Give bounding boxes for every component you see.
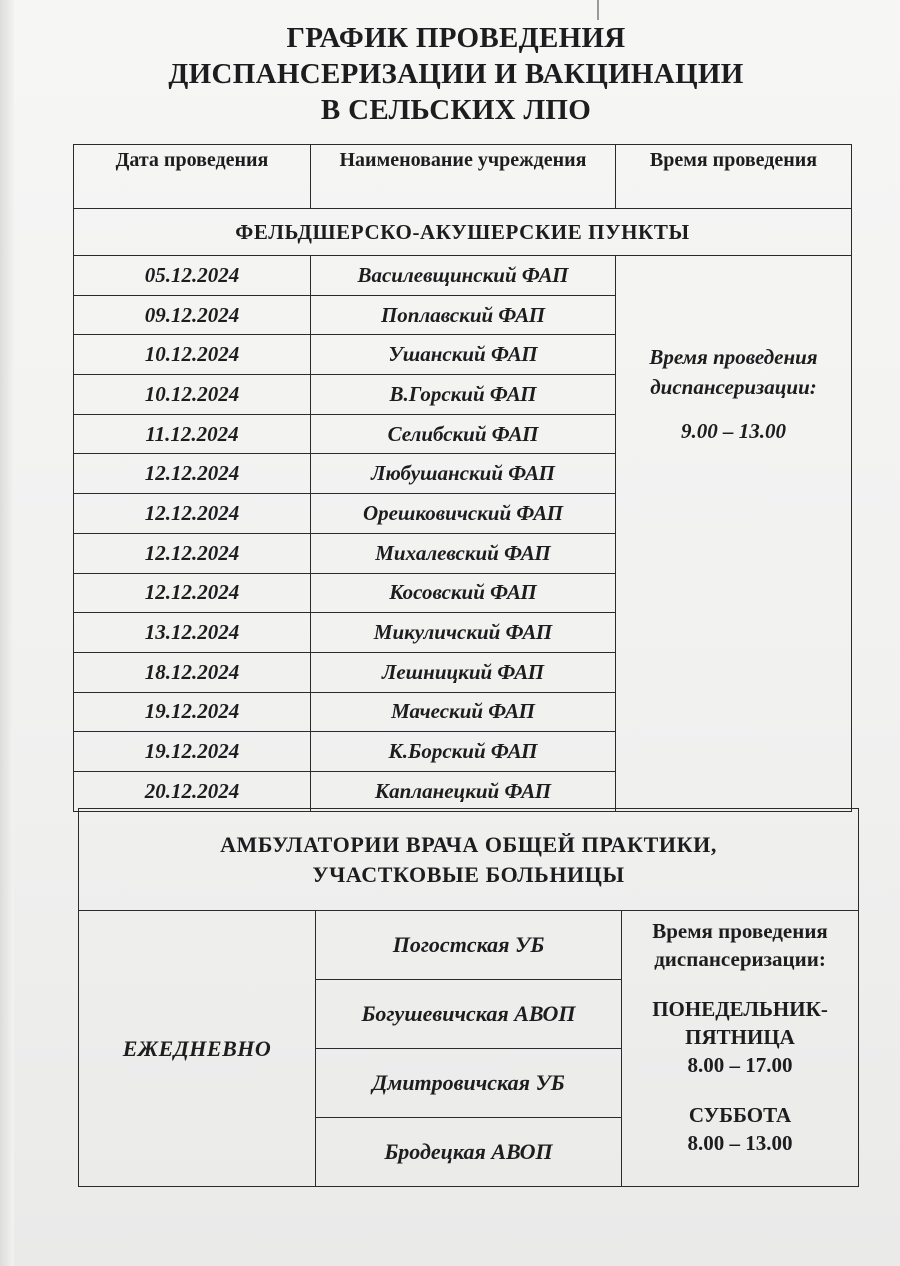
clinic-time-label-1: Время проведения — [652, 919, 828, 943]
daily-cell: ЕЖЕДНЕВНО — [79, 911, 316, 1187]
row-date: 12.12.2024 — [74, 454, 311, 494]
section-title-clinics-line-2: УЧАСТКОВЫЕ БОЛЬНИЦЫ — [312, 861, 625, 887]
saturday-time: 8.00 – 13.00 — [687, 1131, 793, 1155]
fap-time-cell — [616, 256, 852, 812]
row-name: Селибский ФАП — [311, 414, 616, 454]
institution-name: Погостская УБ — [316, 911, 622, 980]
row-name: Михалевский ФАП — [311, 533, 616, 573]
table-row — [74, 256, 852, 296]
row-name: Поплавский ФАП — [311, 295, 616, 335]
row-name: Косовский ФАП — [311, 573, 616, 613]
institution-name: Дмитровичская УБ — [316, 1049, 622, 1118]
row-date: 19.12.2024 — [74, 692, 311, 732]
header-time: Время проведения — [616, 145, 852, 209]
row-name: Лешницкий ФАП — [311, 652, 616, 692]
fap-time-label-2: диспансеризации: — [650, 375, 817, 399]
row-name: В.Горский ФАП — [311, 375, 616, 415]
row-name: Маческий ФАП — [311, 692, 616, 732]
row-date: 18.12.2024 — [74, 652, 311, 692]
row-date: 20.12.2024 — [74, 771, 311, 811]
header-date: Дата проведения — [74, 145, 311, 209]
table-row — [79, 911, 859, 980]
title-line-1: ГРАФИК ПРОВЕДЕНИЯ — [286, 22, 626, 54]
weekdays-time: 8.00 – 17.00 — [687, 1053, 793, 1077]
row-date: 12.12.2024 — [74, 533, 311, 573]
fap-time-value: 9.00 – 13.00 — [681, 419, 786, 443]
row-date: 13.12.2024 — [74, 613, 311, 653]
row-name: Капланецкий ФАП — [311, 771, 616, 811]
weekdays-label-1: ПОНЕДЕЛЬНИК- — [652, 997, 828, 1021]
row-name: Любушанский ФАП — [311, 454, 616, 494]
saturday-label: СУББОТА — [688, 1103, 792, 1127]
document-title — [0, 20, 900, 128]
fap-schedule-table — [73, 144, 852, 812]
row-date: 09.12.2024 — [74, 295, 311, 335]
header-name: Наименование учреждения — [311, 145, 616, 209]
table-header-row — [74, 145, 852, 209]
clinic-time-cell — [622, 911, 859, 1187]
section-row-clinics — [79, 809, 859, 911]
section-row-fap — [74, 209, 852, 256]
punch-mark — [597, 0, 599, 20]
row-name: Ушанский ФАП — [311, 335, 616, 375]
weekdays-label-2: ПЯТНИЦА — [685, 1025, 795, 1049]
row-date: 05.12.2024 — [74, 256, 311, 296]
section-title-fap: ФЕЛЬДШЕРСКО-АКУШЕРСКИЕ ПУНКТЫ — [74, 209, 852, 256]
row-name: Орешковичский ФАП — [311, 494, 616, 534]
section-title-clinics-line-1: АМБУЛАТОРИИ ВРАЧА ОБЩЕЙ ПРАКТИКИ, — [220, 831, 717, 857]
row-name: К.Борский ФАП — [311, 732, 616, 772]
clinic-schedule-table — [78, 808, 859, 1187]
row-date: 12.12.2024 — [74, 494, 311, 534]
row-date: 12.12.2024 — [74, 573, 311, 613]
row-name: Микуличский ФАП — [311, 613, 616, 653]
row-date: 10.12.2024 — [74, 375, 311, 415]
institution-name: Бродецкая АВОП — [316, 1118, 622, 1187]
section-title-clinics — [79, 809, 859, 911]
row-name: Василевщинский ФАП — [311, 256, 616, 296]
row-date: 10.12.2024 — [74, 335, 311, 375]
fap-time-label-1: Время проведения — [649, 345, 818, 369]
title-line-3: В СЕЛЬСКИХ ЛПО — [320, 94, 592, 126]
row-date: 11.12.2024 — [74, 414, 311, 454]
row-date: 19.12.2024 — [74, 732, 311, 772]
clinic-time-label-2: диспансеризации: — [654, 947, 826, 971]
institution-name: Богушевичская АВОП — [316, 980, 622, 1049]
title-line-2: ДИСПАНСЕРИЗАЦИИ И ВАКЦИНАЦИИ — [168, 58, 744, 90]
